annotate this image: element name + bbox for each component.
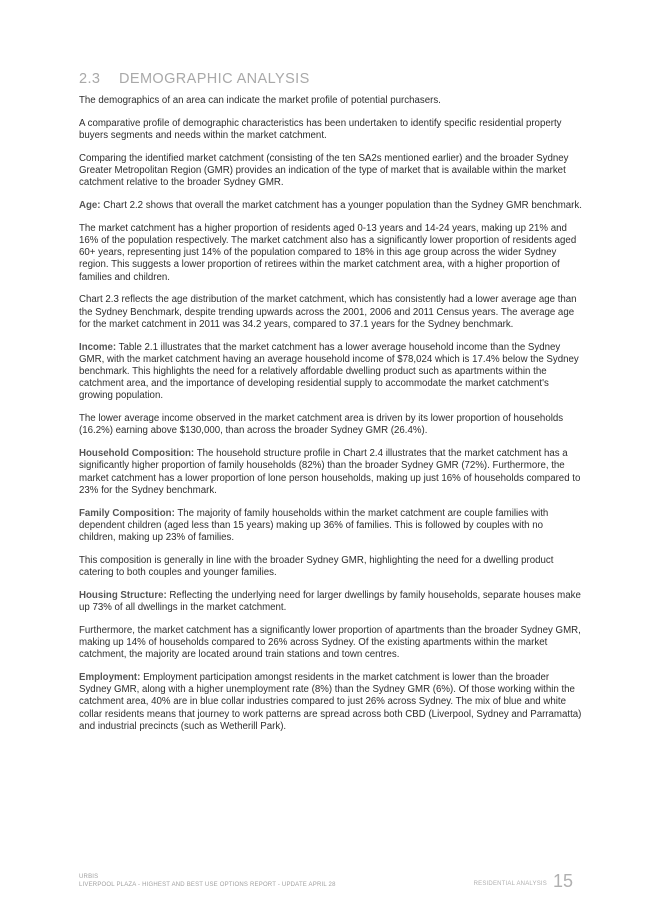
paragraph-lead: Income: <box>79 341 117 353</box>
paragraph-text: Table 2.1 illustrates that the market catchment has a lower average household income than the Sydney GMR, with the market catchment having an average household income of $78,024 which is 17.4% below the Sydney benchmark. This highlights the need for a relatively affordable dwelling product such as apartments within the catchment area, and the importance of developing residential supply to accommodate the market catchment's growing population. <box>79 341 579 402</box>
paragraph <box>79 95 582 107</box>
paragraph-text: The household structure profile in Chart 2.4 illustrates that the market catchment has a significantly higher proportion of family households (82%) than the broader Sydney GMR (72%). Furthermore, the market catchment has a lower proportion of lone person households, making up just 16% of households compared to 23% for the Sydney benchmark. <box>79 448 581 496</box>
paragraph-text: Comparing the identified market catchment (consisting of the ten SA2s mentioned earlier) and the broader Sydney Greater Metropolitan Region (GMR) provides an indication of the type of market that is available within the market catchment relative to the broader Sydney GMR. <box>79 152 569 189</box>
paragraph-text: A comparative profile of demographic characteristics has been undertaken to identify specific residential property buyers segments and needs within the market catchment. <box>79 117 562 141</box>
paragraph-text: Reflecting the underlying need for larger dwellings by family households, separate houses make up 73% of all dwellings in the market catchment. <box>79 589 581 614</box>
section-number: 2.3 <box>79 71 101 87</box>
paragraph <box>79 153 582 190</box>
page-number: 15 <box>552 871 573 891</box>
paragraph-household-composition <box>79 448 582 497</box>
paragraph <box>79 625 582 662</box>
paragraph <box>79 223 582 284</box>
paragraph-text: Furthermore, the market catchment has a significantly lower proportion of apartments than the broader Sydney GMR, making up 14% of households compared to 26% across Sydney. Of the existing apartments within the market catchment, the majority are located around train stations and town centres. <box>79 624 581 661</box>
paragraph-lead: Housing Structure: <box>79 589 167 601</box>
paragraph-text: Chart 2.3 reflects the age distribution of the market catchment, which has consistently had a lower average age than the Sydney Benchmark, despite trending upwards across the 2001, 2006 and 2011 Census years. The average age for the market catchment in 2011 was 34.2 years, compared to 37.1 years for the Sydney benchmark. <box>79 294 577 330</box>
section-heading <box>79 71 582 87</box>
paragraph-lead: Family Composition: <box>79 507 175 519</box>
paragraph-text: The lower average income observed in the market catchment area is driven by its lower proportion of households (16.2%) earning above $130,000, than across the broader Sydney GMR (26.4%). <box>79 413 564 437</box>
paragraph <box>79 294 582 331</box>
paragraph-text: Employment participation amongst residents in the market catchment is lower than the broader Sydney GMR, along with a higher unemployment rate (8%) than the Sydney GMR (6%). Of those working within the catchment area, 40% are in blue collar industries compared to just 26% across Sydney. The mix of blue and white collar residents means that journey to work patterns are spread across both CBD (Liverpool, Sydney and Parramatta) and industrial precincts (such as Wetherill Park). <box>79 672 582 732</box>
paragraph-income <box>79 342 582 403</box>
paragraph-text: Chart 2.2 shows that overall the market catchment has a younger population than the Sydney GMR benchmark. <box>100 200 582 211</box>
paragraph-text: The market catchment has a higher proportion of residents aged 0-13 years and 14-24 years, making up 21% and 16% of the population respectively. The market catchment also has a significantly lower proportion of residents aged 60+ years, representing just 14% of the population compared to 18% in this age group across the wider Sydney region. This suggests a lower proportion of retirees within the market catchment area, with a higher proportion of families and children. <box>79 222 577 283</box>
paragraph-text: The majority of family households within the market catchment are couple families with dependent children (aged less than 15 years) making up 36% of families. This is followed by couples with no children, making up 23% of families. <box>79 507 549 544</box>
section-title: DEMOGRAPHIC ANALYSIS <box>119 71 310 87</box>
paragraph-text: This composition is generally in line with the broader Sydney GMR, highlighting the need for a dwelling product catering to both couples and younger families. <box>79 554 554 579</box>
footer-right <box>474 872 573 890</box>
footer-left <box>79 873 336 889</box>
paragraph <box>79 413 582 437</box>
footer-section-name: RESIDENTIAL ANALYSIS <box>473 881 547 887</box>
paragraph-housing-structure <box>79 590 582 614</box>
paragraph-lead: Employment: <box>79 672 141 684</box>
paragraph <box>79 118 582 142</box>
paragraph-lead: Age: <box>79 200 101 211</box>
paragraph-age <box>79 200 582 212</box>
paragraph-lead: Household Composition: <box>79 448 195 460</box>
paragraph-text: The demographics of an area can indicate the market profile of potential purchasers. <box>79 95 441 106</box>
footer-company: URBIS <box>79 874 99 880</box>
paragraph <box>79 555 582 579</box>
page-content <box>79 71 582 744</box>
paragraph-employment <box>79 672 582 733</box>
paragraph-family-composition <box>79 508 582 545</box>
footer-report-title: LIVERPOOL PLAZA - HIGHEST AND BEST USE OPTIONS REPORT - UPDATE APRIL 28 <box>79 882 336 888</box>
